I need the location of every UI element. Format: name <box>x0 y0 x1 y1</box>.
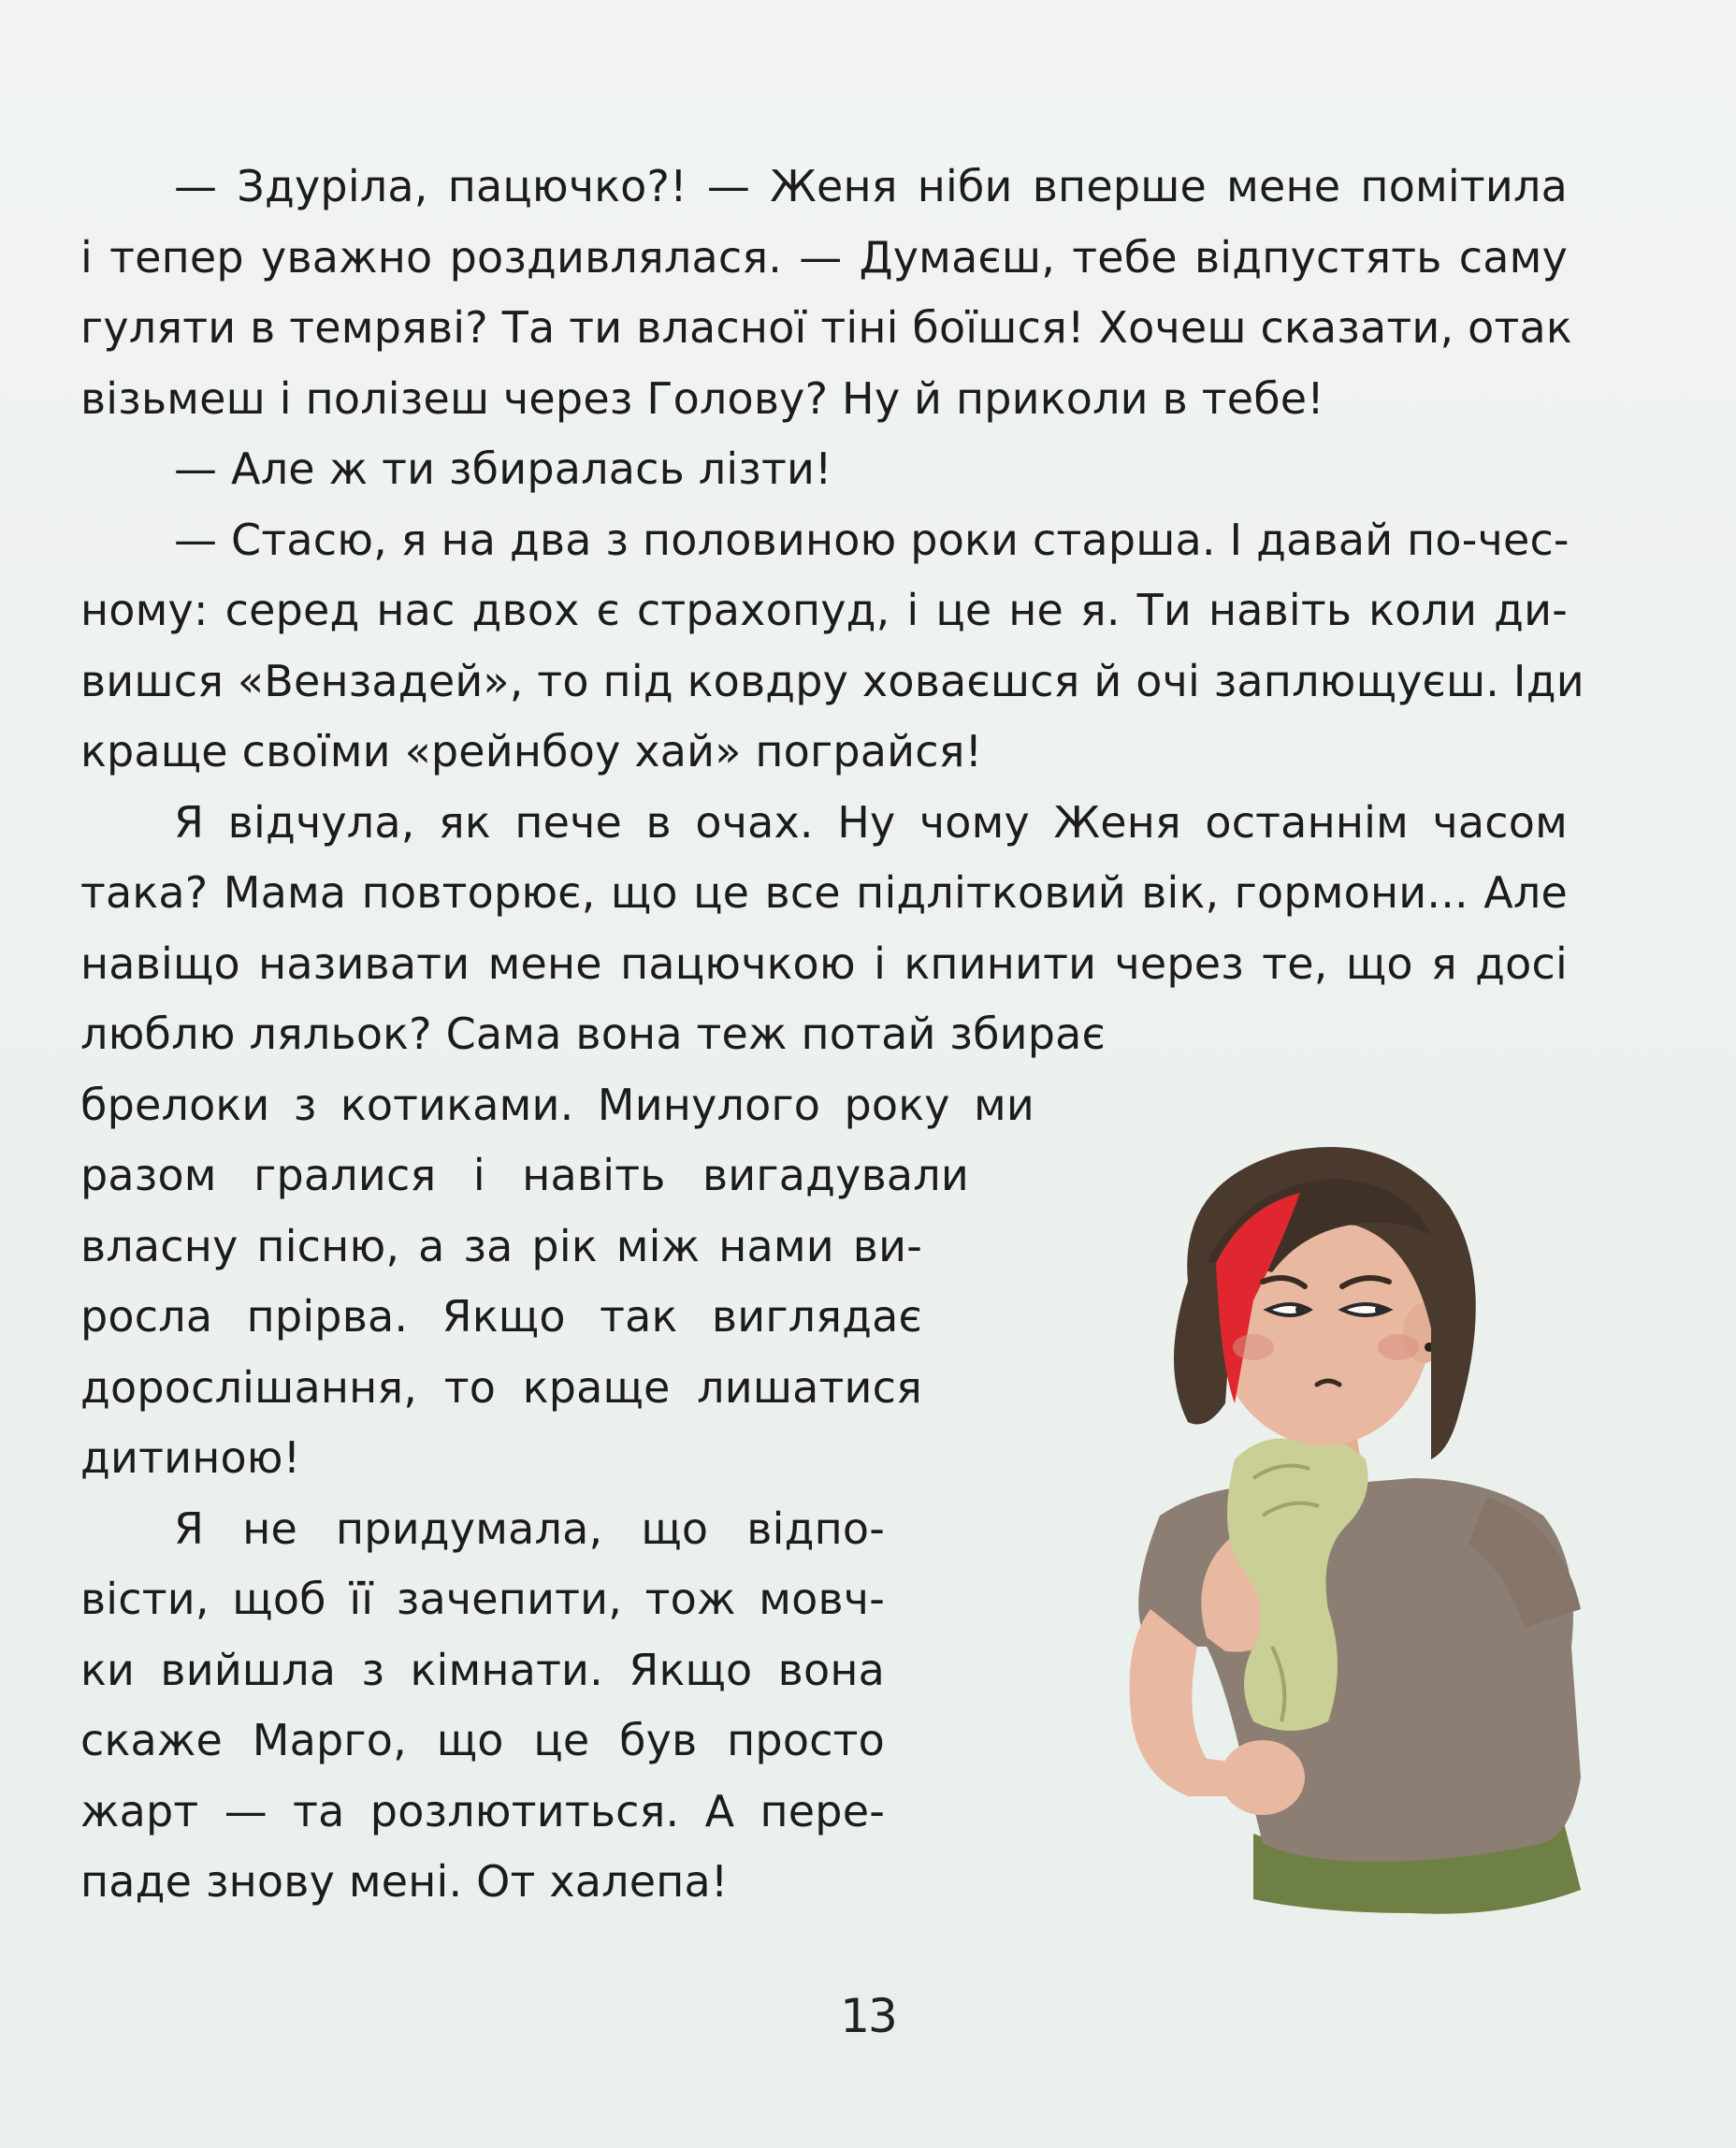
paragraph <box>80 434 1568 505</box>
text-line: власну пісню, а за рік між нами ви- <box>80 1220 922 1271</box>
text-line: ки вийшла з кімнати. Якщо вона <box>80 1644 885 1695</box>
text-line: люблю ляльок? Сама вона теж потай збирає <box>80 1009 1106 1059</box>
text-line: дитиною! <box>80 1432 301 1483</box>
text-line: — Стасю, я на два з половиною роки старша. І давай по-чес- <box>174 514 1570 565</box>
blush-shape <box>1378 1334 1419 1360</box>
text-line: вишся «Вензадей», то під ковдру ховаєшся й очі заплющуєш. Іди <box>80 655 1584 706</box>
text-line: ному: серед нас двох є страхопуд, і це не я. Ти навіть коли ди- <box>80 585 1568 635</box>
text-line: така? Мама повторює, що це все підлітковий вік, гормони... Але <box>80 867 1568 918</box>
text-line: навіщо називати мене пацючкою і кпинити через те, що я досі <box>80 937 1568 989</box>
pupil-shape <box>1295 1305 1305 1314</box>
text-line: скаже Марго, що це був просто <box>80 1715 885 1765</box>
text-line: паде знову мені. От халепа! <box>80 1856 729 1907</box>
paragraph <box>80 152 1572 434</box>
text-line: разом гралися і навіть вигадували <box>80 1150 969 1200</box>
paragraph <box>80 505 1584 788</box>
text-line: краще своїми «рейнбоу хай» пограйся! <box>80 726 983 776</box>
text-line: візьмеш і полізеш через Голову? Ну й приколи в тебе! <box>80 372 1324 424</box>
paragraph <box>80 1494 885 1918</box>
text-line: Я не придумала, що відпо- <box>174 1502 885 1554</box>
page-number: 13 <box>840 1989 896 2043</box>
text-line: — Але ж ти збиралась лізти! <box>174 443 832 494</box>
fist-shape <box>1221 1740 1305 1815</box>
text-line: жарт — та розлютиться. А пере- <box>80 1785 885 1836</box>
text-line: росла прірва. Якщо так виглядає <box>80 1291 922 1342</box>
text-line: і тепер уважно роздивлялася. — Думаєш, тебе відпустять саму <box>80 231 1568 283</box>
text-line: гуляти в темряві? Та ти власної тіні боїшся! Хочеш сказати, отак <box>80 302 1572 353</box>
text-line: дорослішання, то краще лишатися <box>80 1361 922 1413</box>
text-line: — Здуріла, пацючко?! — Женя ніби вперше мене помітила <box>174 161 1568 211</box>
text-line: брелоки з котиками. Минулого року ми <box>80 1079 1034 1130</box>
pupil-shape <box>1375 1305 1384 1314</box>
text-line: вісти, щоб її зачепити, тож мовч- <box>80 1574 885 1624</box>
blush-shape <box>1233 1334 1274 1360</box>
text-line: Я відчула, як пече в очах. Ну чому Женя останнім часом <box>174 796 1568 848</box>
girl-holding-cloth-illustration <box>1020 1123 1618 1927</box>
